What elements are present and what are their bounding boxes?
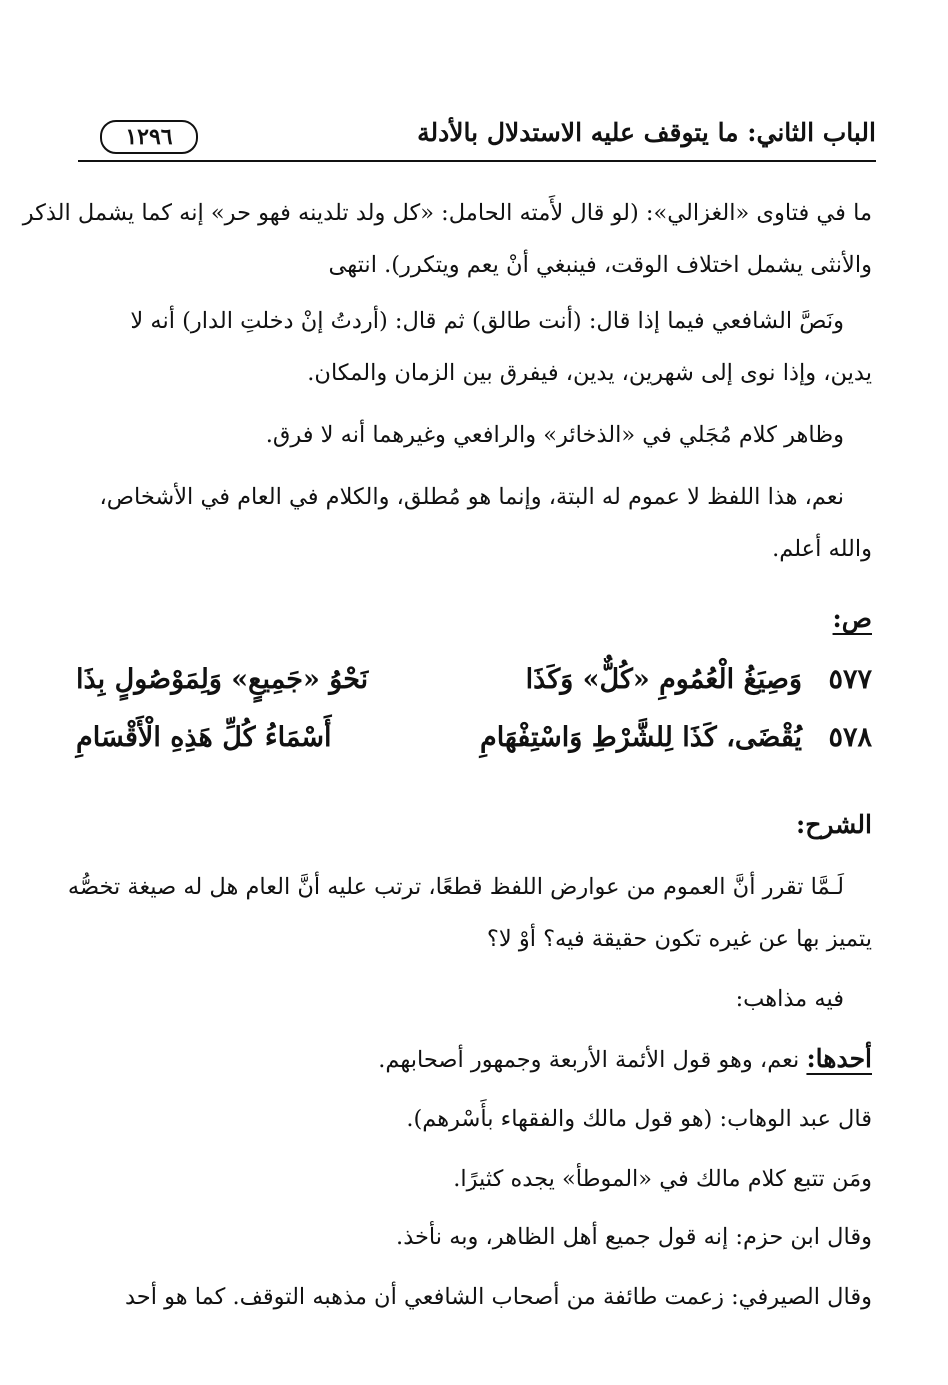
body-line: والله أعلم.: [772, 536, 872, 562]
opinion-text: نعم، وهو قول الأئمة الأربعة وجمهور أصحابهم.: [378, 1047, 807, 1073]
verse-number: ٥٧٨: [828, 722, 872, 753]
commentary-heading: [76, 802, 872, 849]
paragraph-start: نعم، هذا اللفظ لا عموم له البتة، وإنما هو مُطلق، والكلام في العام في الأشخاص،: [99, 484, 844, 510]
body-line: وقال ابن حزم: إنه قول جميع أهل الظاهر، وبه نأخذ.: [396, 1224, 872, 1250]
body-line: يتميز بها عن غيره تكون حقيقة فيه؟ أوْ لا؟: [486, 926, 872, 952]
page-number-badge: [100, 120, 198, 154]
verse-number: ٥٧٧: [828, 664, 872, 695]
body-line: [76, 1036, 872, 1083]
running-title: الباب الثاني: ما يتوقف عليه الاستدلال بالأدلة: [417, 118, 876, 147]
page-header: [78, 110, 876, 158]
page-number: ١٢٩٦: [125, 124, 173, 150]
verse-second-hemistich: نَحْوُ «جَمِيعٍ» وَلِمَوْصُولٍ بِذَا: [76, 664, 369, 695]
body-line: [76, 412, 872, 458]
body-line: يدين، وإذا نوى إلى شهرين، يدين، فيفرق بين الزمان والمكان.: [307, 360, 872, 386]
opinion-label: أحدها:: [806, 1044, 872, 1073]
body-line: ما في فتاوى «الغزالي»: (لو قال لأَمته الحامل: «كل ولد تلدينه فهو حر» إنه كما يشمل الذكر: [22, 200, 872, 226]
body-line: ومَن تتبع كلام مالك في «الموطأ» يجده كثيرًا.: [453, 1166, 872, 1192]
body-line: قال عبد الوهاب: (هو قول مالك والفقهاء بأَسْرهم).: [406, 1106, 872, 1132]
body-line: والأنثى يشمل اختلاف الوقت، فينبغي أنْ يعم ويتكرر). انتهى: [328, 252, 872, 278]
verse-row: [76, 722, 872, 772]
paragraph-start: لَـمَّا تقرر أنَّ العموم من عوارض اللفظ قطعًا، ترتب عليه أنَّ العام هل له صيغة تخصُّه: [67, 874, 844, 900]
verse-first-hemistich: وَصِيَغُ الْعُمُومِ «كُلٌّ» وَكَذَا: [525, 664, 802, 695]
verse-first-hemistich: يُقْضَى، كَذَا لِلشَّرْطِ وَاسْتِفْهَامِ: [479, 722, 802, 753]
paragraph-start: ونَصَّ الشافعي فيما إذا قال: (أنت طالق) ثم قال: (أردتُ إنْ دخلتِ الدار) أنه لا: [130, 308, 844, 334]
body-line: [76, 298, 872, 344]
body-line: [67, 864, 872, 910]
body-line: وقال الصيرفي: زعمت طائفة من أصحاب الشافعي أن مذهبه التوقف. كما هو أحد: [124, 1284, 872, 1310]
header-rule: [78, 160, 876, 162]
text-section-heading: [76, 596, 872, 643]
text-label: ص:: [832, 604, 872, 633]
paragraph-start: فيه مذاهب:: [735, 986, 844, 1012]
paragraph-start: وظاهر كلام مُجَلي في «الذخائر» والرافعي وغيرهما أنه لا فرق.: [265, 422, 844, 448]
verse-second-hemistich: أَسْمَاءُ كُلِّ هَذِهِ الْأَقْسَامِ: [76, 722, 332, 753]
body-line: [76, 976, 872, 1022]
body-line: [76, 474, 872, 520]
verse-row: [76, 664, 872, 714]
commentary-label: الشرح:: [795, 810, 872, 839]
